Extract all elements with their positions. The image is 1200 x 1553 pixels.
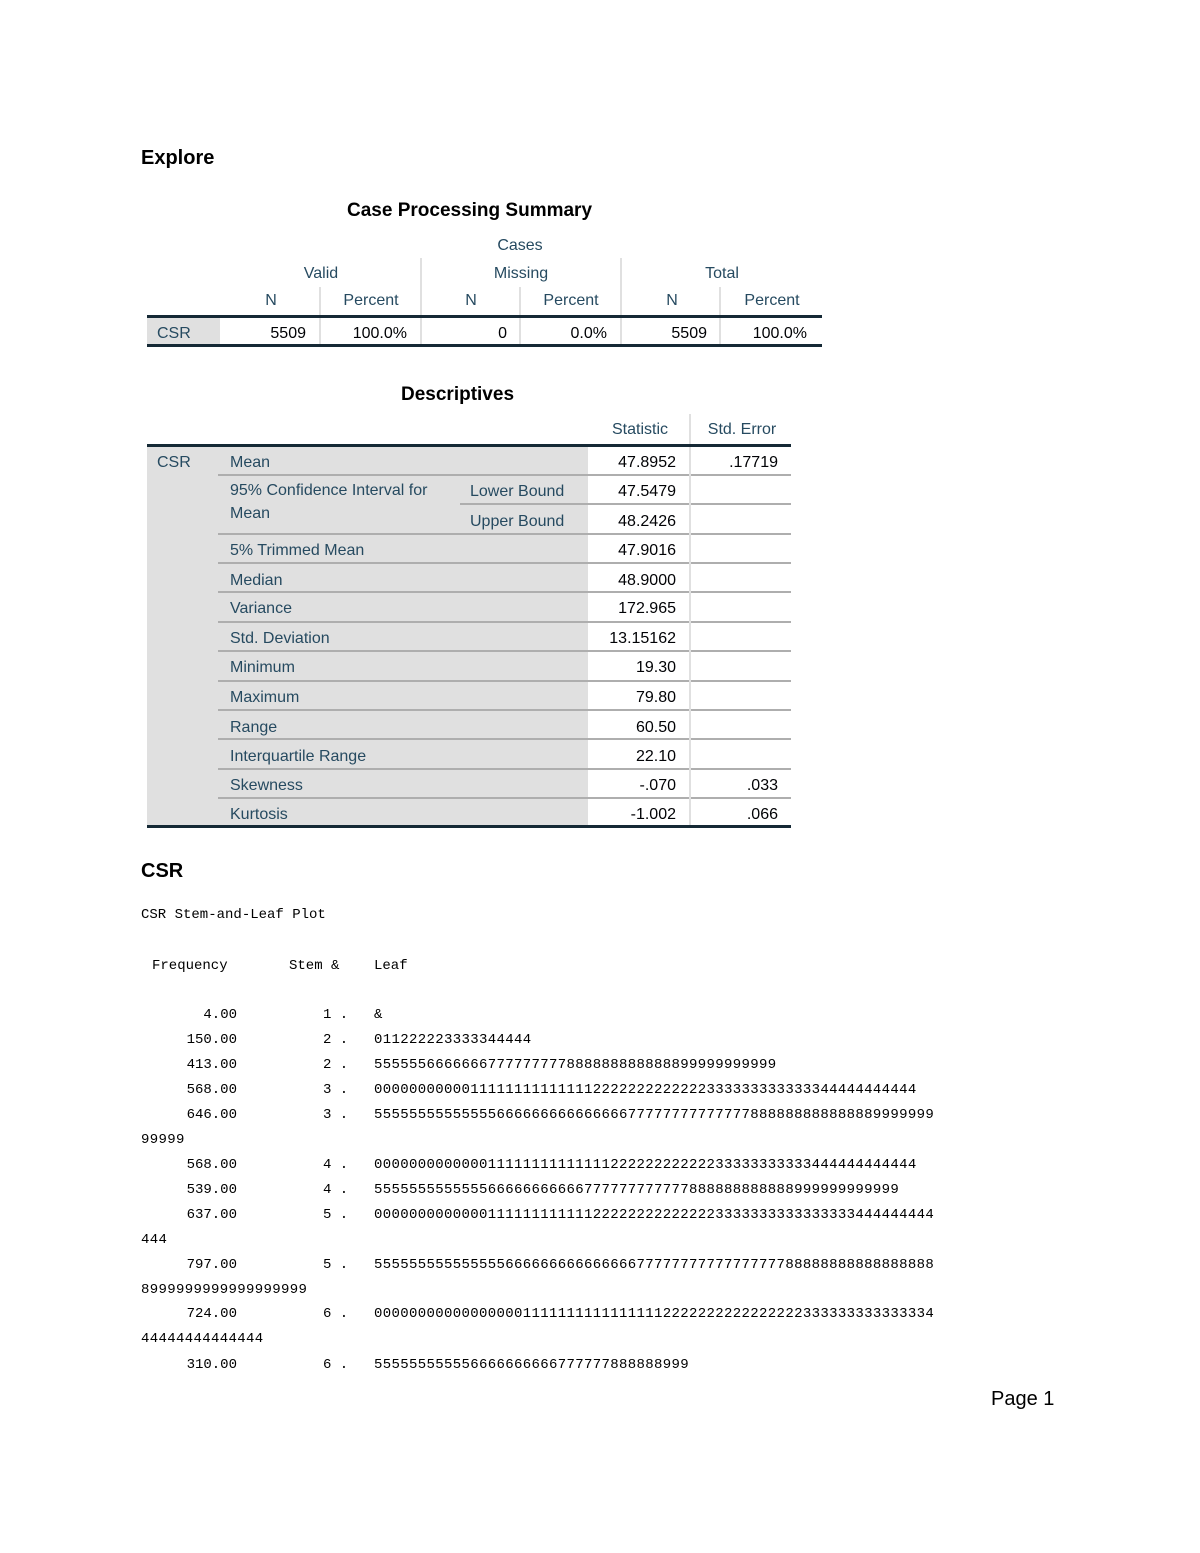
frequency-value: 4.00 — [203, 1007, 237, 1023]
stem-value: 6 . — [323, 1306, 349, 1322]
row-rule — [460, 503, 791, 505]
leaf-value: 00000000000001111111111111122222222222233333333333444444444444 — [374, 1157, 917, 1173]
stem-leaf-row — [141, 1032, 1101, 1057]
col-total-n: N — [666, 292, 678, 309]
total-header: Total — [705, 265, 739, 282]
stat-label: Skewness — [230, 777, 303, 794]
frequency-value: 637.00 — [186, 1207, 237, 1223]
stat-value: 19.30 — [635, 659, 676, 676]
leaf-value: 00000000000111111111111112222222222222333333333333344444444444 — [374, 1082, 917, 1098]
variable-label: CSR — [157, 454, 191, 471]
row-rule — [218, 797, 791, 799]
frequency-value: 797.00 — [186, 1257, 237, 1273]
row-rule — [218, 474, 791, 476]
frequency-value: 724.00 — [186, 1306, 237, 1322]
total-n-value: 5509 — [671, 325, 707, 342]
row-rule — [218, 533, 791, 535]
row-rule — [218, 562, 791, 564]
section-title: Explore — [141, 147, 215, 169]
stat-value: 60.50 — [635, 719, 676, 736]
ci-upper-label: Upper Bound — [470, 513, 565, 530]
stem-leaf-row — [141, 1306, 1101, 1347]
leaf-continuation: 444 — [141, 1232, 168, 1248]
ci-label-line2: Mean — [230, 505, 271, 522]
page-number: Page 1 — [991, 1388, 1055, 1410]
frequency-value: 150.00 — [186, 1032, 237, 1048]
valid-percent-value: 100.0% — [352, 325, 407, 342]
row-rule — [218, 680, 791, 682]
stem-value: 5 . — [323, 1207, 349, 1223]
ci-lower-value: 47.5479 — [618, 483, 676, 500]
stem-value: 1 . — [323, 1007, 349, 1023]
leaf-value: 5555556666666777777777888888888888899999999999 — [374, 1057, 777, 1073]
cases-header: Cases — [497, 237, 543, 254]
ci-label-line1: 95% Confidence Interval for — [230, 482, 428, 499]
leaf-value: 011222223333344444 — [374, 1032, 532, 1048]
frequency-value: 568.00 — [186, 1082, 237, 1098]
col-frequency: Frequency — [152, 958, 228, 974]
stem-value: 3 . — [323, 1082, 349, 1098]
row-rule — [218, 621, 791, 623]
stat-value: 47.9016 — [618, 542, 676, 559]
frequency-value: 310.00 — [186, 1357, 237, 1373]
frequency-value: 646.00 — [186, 1107, 237, 1123]
stat-label: 5% Trimmed Mean — [230, 542, 365, 559]
stat-label: Median — [230, 572, 283, 589]
divider — [719, 318, 721, 345]
stem-leaf-row — [141, 1157, 1101, 1182]
mean-label: Mean — [230, 454, 271, 471]
total-percent-value: 100.0% — [752, 325, 807, 342]
missing-header: Missing — [493, 265, 549, 282]
stat-std-error: .066 — [746, 806, 778, 823]
valid-header: Valid — [303, 265, 339, 282]
col-valid-n: N — [265, 292, 277, 309]
footer-rule — [147, 344, 822, 347]
stat-label: Std. Deviation — [230, 630, 330, 647]
leaf-value: 555555555555566666666666777777777777888888888888999999999999 — [374, 1182, 900, 1198]
stem-leaf-row — [141, 1082, 1101, 1107]
col-leaf: Leaf — [374, 958, 408, 974]
stat-label: Range — [230, 719, 278, 736]
stem-value: 2 . — [323, 1032, 349, 1048]
descriptives-title: Descriptives — [401, 384, 515, 405]
stem-leaf-row — [141, 1007, 1101, 1032]
row-rule — [218, 591, 791, 593]
divider — [689, 447, 691, 826]
col-statistic: Statistic — [611, 421, 668, 438]
frequency-value: 539.00 — [186, 1182, 237, 1198]
stem-value: 6 . — [323, 1357, 349, 1373]
col-missing-percent: Percent — [543, 292, 599, 309]
stem-leaf-row — [141, 1207, 1101, 1248]
stem-leaf-row — [141, 1182, 1101, 1207]
leaf-value: 555555555556666666666777777888888999 — [374, 1357, 690, 1373]
stem-leaf-row — [141, 1107, 1101, 1148]
stem-leaf-row — [141, 1357, 1101, 1382]
row-rule — [218, 709, 791, 711]
stat-value: 13.15162 — [609, 630, 676, 647]
row-rule — [218, 738, 791, 740]
stat-label: Maximum — [230, 689, 300, 706]
stem-value: 4 . — [323, 1157, 349, 1173]
leaf-value: 0000000000000111111111111222222222222223333333333333333444444444 — [374, 1207, 935, 1223]
valid-n-value: 5509 — [270, 325, 306, 342]
stat-value: 48.9000 — [618, 572, 676, 589]
row-label: CSR — [157, 325, 191, 342]
col-total-percent: Percent — [744, 292, 800, 309]
footer-rule — [147, 825, 791, 828]
stat-value: -1.002 — [630, 806, 676, 823]
stat-value: 172.965 — [618, 600, 676, 617]
leaf-value: 0000000000000000011111111111111112222222222222222333333333333334 — [374, 1306, 935, 1322]
divider — [689, 414, 691, 445]
row-rule — [218, 768, 791, 770]
stem-leaf-row — [141, 1257, 1101, 1298]
stem-value: 4 . — [323, 1182, 349, 1198]
stat-label: Interquartile Range — [230, 748, 367, 765]
frequency-value: 413.00 — [186, 1057, 237, 1073]
col-missing-n: N — [465, 292, 477, 309]
stem-leaf-row — [141, 1057, 1101, 1082]
stem-leaf-title: CSR Stem-and-Leaf Plot — [141, 907, 326, 923]
frequency-value: 568.00 — [186, 1157, 237, 1173]
stem-value: 3 . — [323, 1107, 349, 1123]
col-stem: Stem & — [289, 958, 340, 974]
col-valid-percent: Percent — [343, 292, 399, 309]
ci-lower-label: Lower Bound — [470, 483, 565, 500]
stem-value: 5 . — [323, 1257, 349, 1273]
leaf-continuation: 8999999999999999999 — [141, 1282, 308, 1298]
stem-value: 2 . — [323, 1057, 349, 1073]
missing-n-value: 0 — [498, 325, 507, 342]
case-processing-title: Case Processing Summary — [347, 200, 593, 221]
stat-label: Kurtosis — [230, 806, 288, 823]
stat-std-error: .033 — [746, 777, 778, 794]
mean-std-error: .17719 — [729, 454, 778, 471]
stat-value: 22.10 — [635, 748, 676, 765]
variable-heading: CSR — [141, 860, 184, 882]
col-std-error: Std. Error — [707, 421, 777, 438]
stat-value: -.070 — [639, 777, 676, 794]
leaf-continuation: 99999 — [141, 1132, 185, 1148]
leaf-value: 5555555555555556666666666666667777777777777777788888888888888888 — [374, 1257, 935, 1273]
ci-upper-value: 48.2426 — [618, 513, 676, 530]
stat-label: Variance — [230, 600, 292, 617]
leaf-continuation: 44444444444444 — [141, 1331, 264, 1347]
leaf-value: 5555555555555566666666666666677777777777777888888888888889999999 — [374, 1107, 935, 1123]
mean-statistic: 47.8952 — [618, 454, 676, 471]
leaf-value: & — [374, 1007, 383, 1023]
missing-percent-value: 0.0% — [570, 325, 607, 342]
stat-label: Minimum — [230, 659, 295, 676]
stat-value: 79.80 — [635, 689, 676, 706]
row-rule — [218, 650, 791, 652]
